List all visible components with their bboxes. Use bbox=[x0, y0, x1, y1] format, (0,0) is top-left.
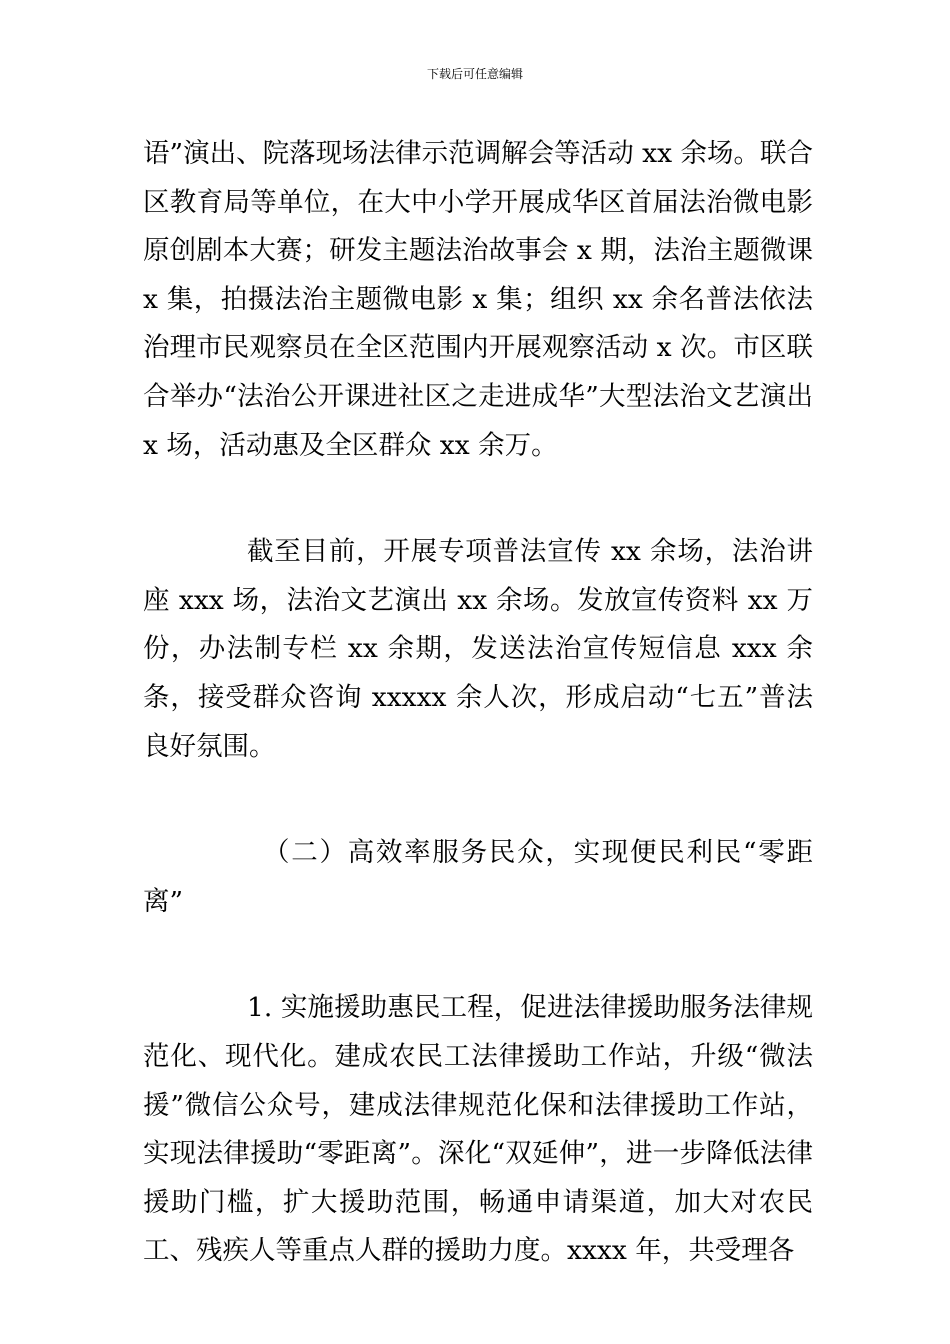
paragraph-activities: 语”演出、院落现场法律示范调解会等活动 xx 余场。联合区教育局等单位，在大中小学开展成华区首届法治微电影原创剧本大赛；研发主题法治故事会 x 期，法治主题微课 x 集，拍摄法治主题微电影 x 集；组织 xx 余名普法依法治理市民观察员在全区范围内开展观察活动 x 次。市区联合举办“法治公开课进社区之走进成华”大型法治文艺演出 x 场，活动惠及全区群众 xx 余万。 bbox=[143, 138, 813, 461]
page-header-note: 下载后可任意编辑 bbox=[426, 67, 523, 81]
paragraph-gap bbox=[143, 470, 813, 528]
paragraph-gap bbox=[143, 771, 813, 829]
paragraph-gap bbox=[143, 926, 813, 984]
document-body bbox=[143, 130, 813, 1276]
section-heading: （二）高效率服务民众，实现便民利民“零距离” bbox=[143, 837, 813, 917]
paragraph-statistics: 截至目前，开展专项普法宣传 xx 余场，法治讲座 xxx 场，法治文艺演出 xx 余场。发放宣传资料 xx 万份，办法制专栏 xx 余期，发送法治宣传短信息 xxx 余条，接受群众咨询 xxxxx 余人次，形成启动“七五”普法良好氛围。 bbox=[143, 536, 813, 762]
paragraph-legal-aid: 1. 实施援助惠民工程，促进法律援助服务法律规范化、现代化。建成农民工法律援助工作站，升级“微法援”微信公众号，建成法律规范化保和法律援助工作站，实现法律援助“零距离”。深化“双延伸”，进一步降低法律援助门槛，扩大援助范围，畅通申请渠道，加大对农民工、残疾人等重点人群的援助力度。xxxx 年，共受理各 bbox=[143, 992, 813, 1267]
